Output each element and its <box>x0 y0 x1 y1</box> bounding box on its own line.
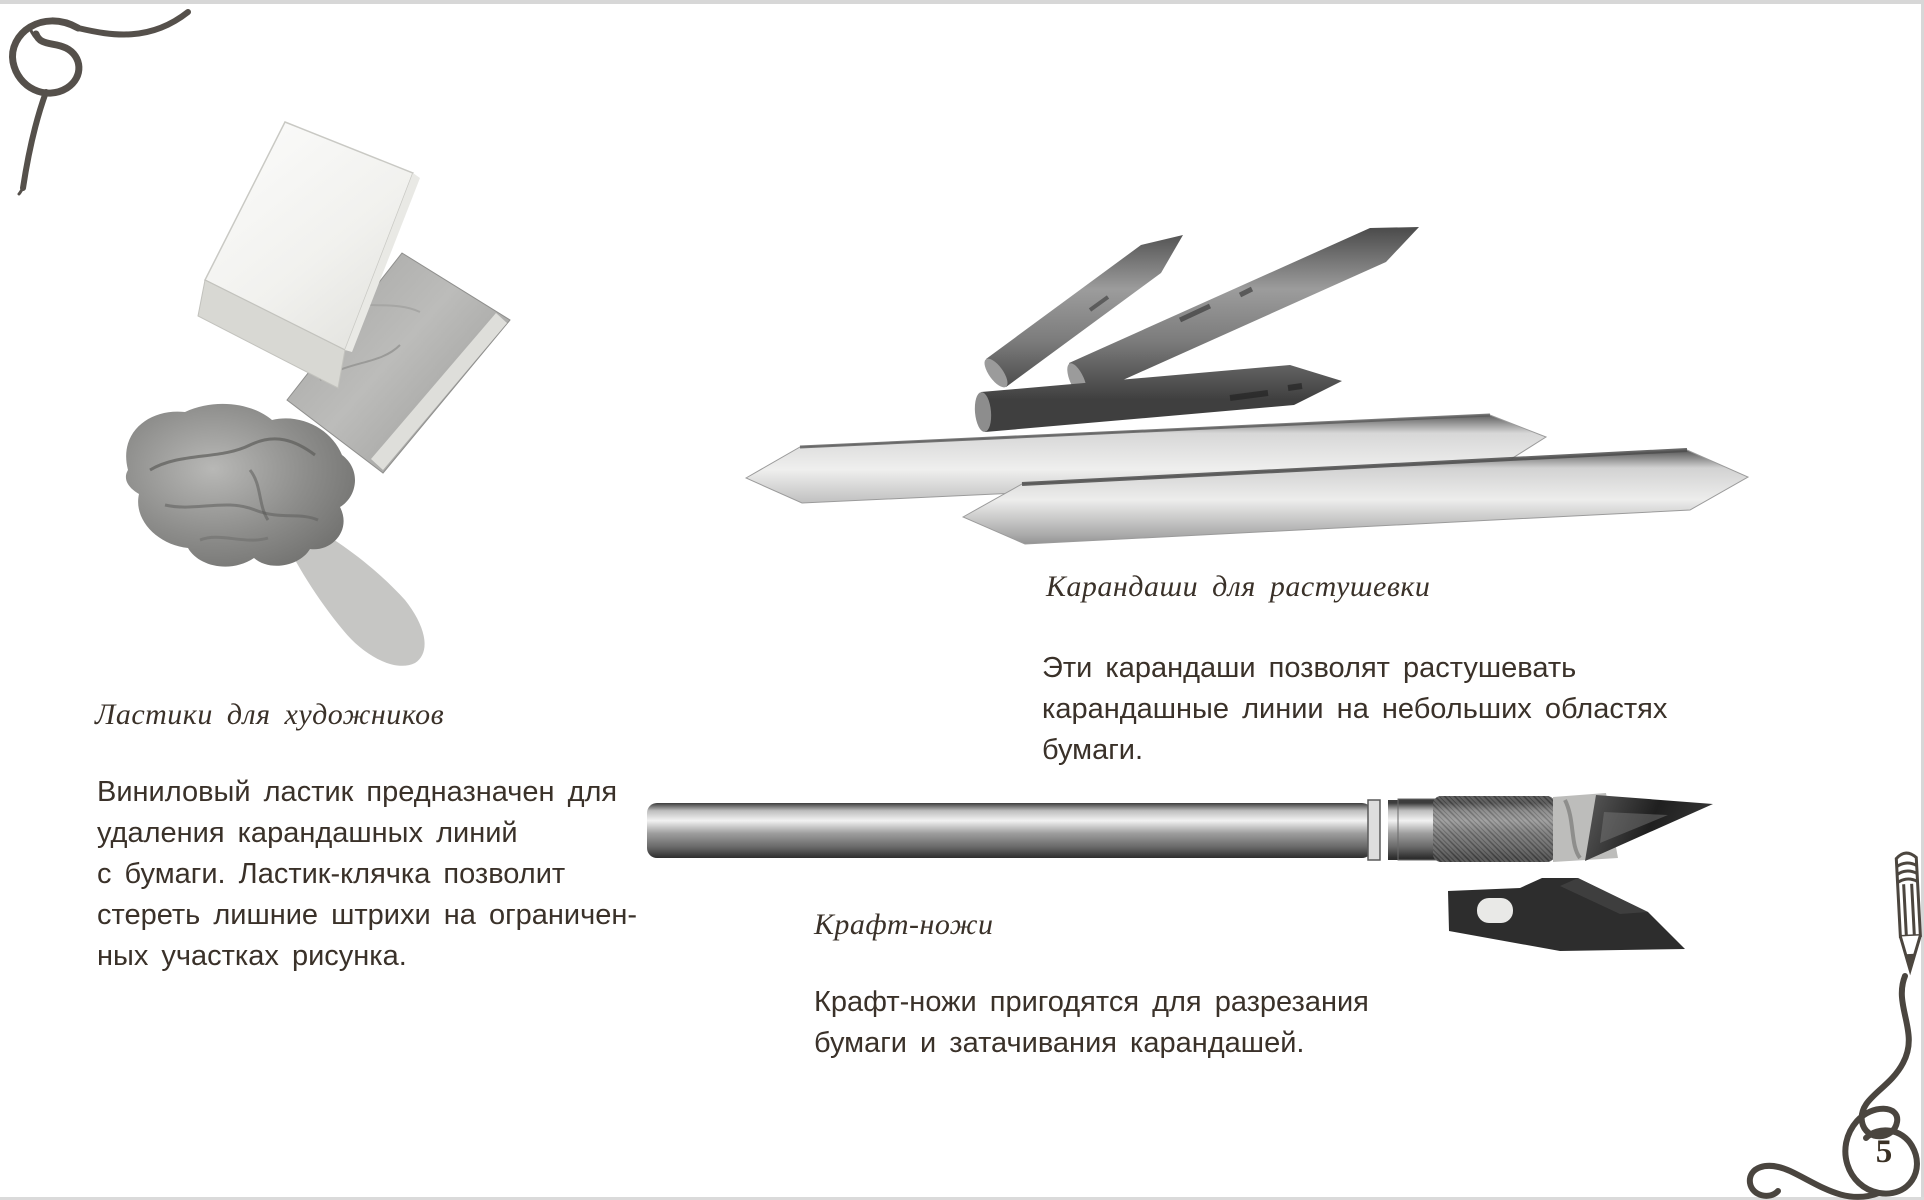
knife-grip <box>1433 796 1555 862</box>
body-line: стереть лишние штрихи на ограничен- <box>97 899 638 931</box>
pencil-icon <box>1896 853 1922 971</box>
section-heading-blending-stumps: Карандаши для растушевки <box>1046 570 1431 603</box>
body-line: Эти карандаши позволят растушевать <box>1042 652 1577 684</box>
body-line: с бумаги. Ластик-клячка позволит <box>97 858 566 890</box>
craft-knife-photo <box>647 793 1713 951</box>
body-line: бумаги и затачивания карандашей. <box>814 1027 1305 1059</box>
body-line: удаления карандашных линий <box>97 817 518 849</box>
section-body-craft-knives <box>814 982 1369 1064</box>
spare-blade <box>1448 878 1685 951</box>
page-number: 5 <box>1875 1134 1893 1170</box>
blending-stump <box>973 365 1342 433</box>
knife-blade <box>1585 795 1713 861</box>
section-body-blending-stumps <box>1042 648 1667 771</box>
knife-handle <box>647 799 1436 860</box>
body-line: Виниловый ластик предназначен для <box>97 776 618 808</box>
body-line: Крафт-ножи пригодятся для разрезания <box>814 986 1369 1018</box>
body-line: бумаги. <box>1042 734 1144 766</box>
section-heading-craft-knives: Крафт-ножи <box>814 908 994 941</box>
corner-flourish-ornament <box>13 12 188 194</box>
section-body-erasers <box>97 772 637 977</box>
blending-stumps-photo <box>746 227 1748 544</box>
erasers-photo <box>126 122 510 666</box>
section-heading-erasers: Ластики для художников <box>95 698 445 731</box>
body-line: карандашные линии на небольших областях <box>1042 693 1668 725</box>
body-line: ных участках рисунка. <box>97 940 407 972</box>
